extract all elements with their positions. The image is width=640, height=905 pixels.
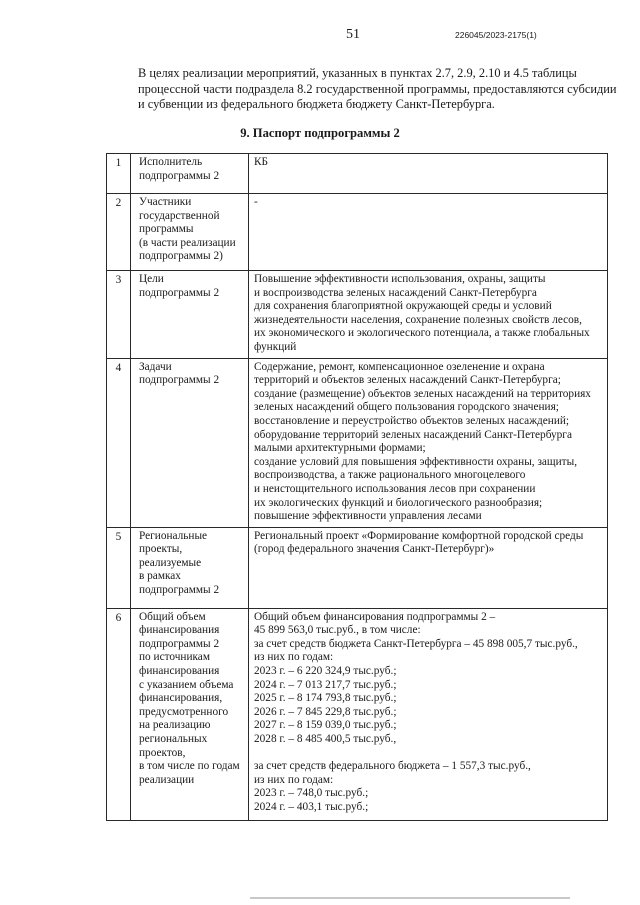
value-line: восстановление и переустройство объектов зеленых насаждений; xyxy=(254,414,570,427)
label-line: Региональные xyxy=(139,529,208,542)
value-gap xyxy=(254,747,604,761)
value-line: оборудование территорий зеленых насаждений Санкт-Петербурга xyxy=(254,428,572,441)
row-value xyxy=(249,154,608,194)
label-line: с указанием объема xyxy=(139,678,234,691)
value-line: за счет средств федерального бюджета – 1 557,3 тыс.руб., xyxy=(254,760,531,773)
intro-line: и субвенции из федерального бюджета бюджету Санкт-Петербурга. xyxy=(138,97,495,111)
value-line: их экономического и экологического потенциала, а также глобальных xyxy=(254,327,590,340)
row-value xyxy=(249,271,608,359)
label-line: финансирования xyxy=(139,624,220,637)
value-line: 2024 г. – 7 013 217,7 тыс.руб.; xyxy=(254,678,397,691)
label-line: программы xyxy=(139,223,194,236)
table-row xyxy=(107,608,608,820)
footer-line xyxy=(250,897,570,899)
value-line: территорий и объектов зеленых насаждений Санкт-Петербурга; xyxy=(254,374,561,387)
intro-paragraph xyxy=(106,66,617,113)
value-line: и воспроизводства зеленых насаждений Санкт-Петербурга xyxy=(254,286,537,299)
value-line: и неистощительного использования лесов при сохранении xyxy=(254,482,536,495)
label-line: подпрограммы 2 xyxy=(139,374,220,387)
section-title: 9. Паспорт подпрограммы 2 xyxy=(240,126,400,140)
value-line: 2028 г. – 8 485 400,5 тыс.руб., xyxy=(254,733,397,746)
label-line: Задачи xyxy=(139,360,172,373)
label-line: по источникам xyxy=(139,651,210,664)
row-number: 6 xyxy=(107,608,131,820)
row-label xyxy=(131,194,249,271)
value-line: Содержание, ремонт, компенсационное озеленение и охрана xyxy=(254,360,545,373)
label-line: подпрограммы 2 xyxy=(139,584,220,597)
row-number: 3 xyxy=(107,271,131,359)
label-line: в рамках xyxy=(139,570,181,583)
row-label xyxy=(131,358,249,527)
intro-line: процессной части подраздела 8.2 государственной программы, предоставляются субсидии xyxy=(138,81,617,96)
value-line: 2026 г. – 7 845 229,8 тыс.руб.; xyxy=(254,705,397,718)
value-line: (город федерального значения Санкт-Петербург)» xyxy=(254,543,495,556)
row-number: 4 xyxy=(107,358,131,527)
value-line: зеленых насаждений общего пользования городского значения; xyxy=(254,401,559,414)
value-line: за счет средств бюджета Санкт-Петербурга – 45 898 005,7 тыс.руб., xyxy=(254,637,578,650)
value-line: 2023 г. – 748,0 тыс.руб.; xyxy=(254,787,369,800)
label-line: проекты, xyxy=(139,543,183,556)
table-row xyxy=(107,358,608,527)
label-line: финансирования, xyxy=(139,692,223,705)
label-line: (в части реализации xyxy=(139,236,236,249)
label-line: подпрограммы 2) xyxy=(139,250,223,263)
label-line: региональных xyxy=(139,733,208,746)
value-line: Общий объем финансирования подпрограммы 2 – xyxy=(254,610,496,623)
value-line: 45 899 563,0 тыс.руб., в том числе: xyxy=(254,624,421,637)
row-value xyxy=(249,358,608,527)
label-line: на реализацию xyxy=(139,719,211,732)
label-line: проектов, xyxy=(139,746,186,759)
value-line: из них по годам: xyxy=(254,651,334,664)
row-label xyxy=(131,154,249,194)
intro-line: В целях реализации мероприятий, указанных в пунктах 2.7, 2.9, 2.10 и 4.5 таблицы xyxy=(138,66,577,80)
label-line: предусмотренного xyxy=(139,705,229,718)
value-line: из них по годам: xyxy=(254,773,334,786)
table-row xyxy=(107,271,608,359)
row-label xyxy=(131,271,249,359)
value-line: жизнедеятельности населения, сохранение полезных свойств лесов, xyxy=(254,313,582,326)
row-value xyxy=(249,194,608,271)
table-row xyxy=(107,154,608,194)
value-line: - xyxy=(254,196,258,208)
row-label xyxy=(131,527,249,608)
document-id: 226045/2023-2175(1) xyxy=(455,30,537,40)
value-line: Повышение эффективности использования, охраны, защиты xyxy=(254,273,546,285)
value-line: КБ xyxy=(254,156,269,168)
label-line: Участники xyxy=(139,196,192,208)
value-line: функций xyxy=(254,340,297,353)
value-line: малыми архитектурными формами; xyxy=(254,442,426,455)
row-number: 2 xyxy=(107,194,131,271)
page-number: 51 xyxy=(346,27,360,42)
table-row xyxy=(107,527,608,608)
value-line: Региональный проект «Формирование комфортной городской среды xyxy=(254,529,584,542)
value-line: 2025 г. – 8 174 793,8 тыс.руб.; xyxy=(254,692,397,705)
label-line: государственной xyxy=(139,209,220,222)
row-label xyxy=(131,608,249,820)
label-line: в том числе по годам xyxy=(139,760,240,773)
value-line: повышение эффективности управления лесами xyxy=(254,510,482,523)
label-line: реализации xyxy=(139,773,195,786)
value-line: создание условий для повышения эффективности охраны, защиты, xyxy=(254,455,578,468)
value-line: их экологических функций и биологического разнообразия; xyxy=(254,496,543,509)
passport-table xyxy=(106,153,608,821)
value-line: 2027 г. – 8 159 039,0 тыс.руб.; xyxy=(254,719,397,732)
value-line: воспроизводства, а также рационального многоцелевого xyxy=(254,469,526,482)
label-line: Исполнитель xyxy=(139,156,203,168)
label-line: подпрограммы 2 xyxy=(139,169,220,182)
label-line: Цели xyxy=(139,273,164,285)
label-line: подпрограммы 2 xyxy=(139,637,220,650)
label-line: подпрограммы 2 xyxy=(139,286,220,299)
label-line: финансирования xyxy=(139,665,220,678)
value-line: создание (размещение) объектов зеленых насаждений на территориях xyxy=(254,387,591,400)
value-line: для сохранения благоприятной окружающей среды и условий xyxy=(254,300,552,313)
table-row xyxy=(107,194,608,271)
row-value xyxy=(249,527,608,608)
row-number: 5 xyxy=(107,527,131,608)
label-line: Общий объем xyxy=(139,610,206,623)
label-line: реализуемые xyxy=(139,556,202,569)
value-line: 2024 г. – 403,1 тыс.руб.; xyxy=(254,801,369,813)
value-line: 2023 г. – 6 220 324,9 тыс.руб.; xyxy=(254,665,397,678)
row-value xyxy=(249,608,608,820)
row-number: 1 xyxy=(107,154,131,194)
